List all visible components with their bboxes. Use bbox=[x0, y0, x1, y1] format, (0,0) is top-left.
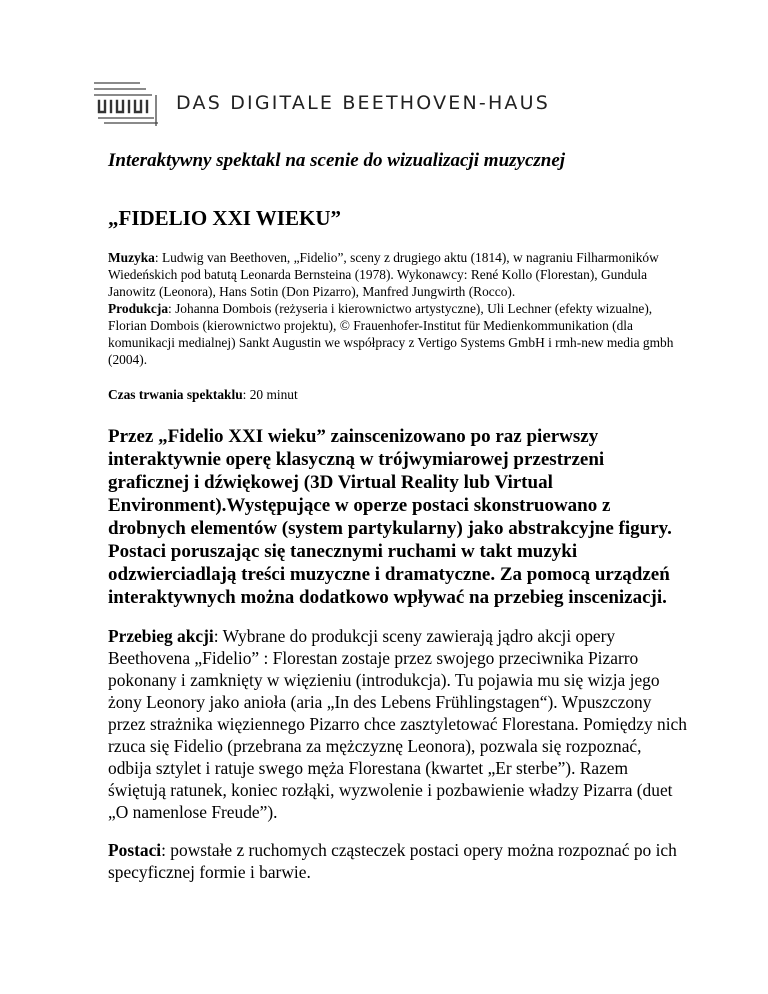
characters-paragraph bbox=[108, 839, 688, 883]
action-paragraph bbox=[108, 625, 688, 823]
music-label: Muzyka bbox=[108, 250, 155, 265]
music-text: : Ludwig van Beethoven, „Fidelio”, sceny z drugiego aktu (1814), w nagraniu Filharmoników Wiedeńskich pod batutą Leonarda Bernsteina (1978). Wykonawcy: René Kollo (Florestan), Gundula Janowitz (Leonora), Hans Sotin (Don Pizarro), Manfred Jungwirth (Rocco). bbox=[108, 250, 659, 299]
logo-wordmark: DAS DIGITALE BEETHOVEN-HAUS bbox=[176, 92, 550, 114]
duration-info bbox=[108, 386, 688, 403]
characters-text: : powstałe z ruchomych cząsteczek postaci opery można rozpoznać po ich specyficznej formie i barwie. bbox=[108, 840, 677, 882]
document-body bbox=[108, 150, 688, 883]
production-credits bbox=[108, 300, 688, 368]
production-label: Produkcja bbox=[108, 301, 169, 316]
action-text: : Wybrane do produkcji sceny zawierają jądro akcji opery Beethovena „Fidelio” : Florestan zostaje przez swojego przeciwnika Pizarro pokonany i zamknięty w więzieniu (introdukcja). Tu pojawia mu się wizja jego żony Leonory jako anioła (aria „In des Lebens Frühlingstagen“). Wpuszczony przez strażnika więziennego Pizarro chce zasztyletować Florestana. Pomiędzy nich rzuca się Fidelio (przebrana za mężczyznę Leonora), pozwala się rozpoznać, odbija sztylet i ratuje swego męża Florestana (kwartet „Er sterbe”). Razem świętują ratunek, koniec rozłąki, wyzwolenie i pozbawienie władzy Pizarra (duet „O namenlose Freude”). bbox=[108, 626, 687, 822]
duration-text: : 20 minut bbox=[242, 387, 298, 402]
beethoven-haus-logo-icon bbox=[94, 80, 162, 126]
document-title: „FIDELIO XXI WIEKU” bbox=[108, 206, 341, 230]
music-credits bbox=[108, 249, 688, 300]
beethoven-haus-logo bbox=[94, 80, 550, 128]
production-text: : Johanna Dombois (reżyseria i kierownictwo artystyczne), Uli Lechner (efekty wizualne), Florian Dombois (kierownictwo projektu), © Frauenhofer-Institut für Medienkommunikation (dla komunikacji medialnej) Sankt Augustin we współpracy z Vertigo Systems GmbH i rmh-new media gmbh (2004). bbox=[108, 301, 674, 367]
duration-label: Czas trwania spektaklu bbox=[108, 387, 243, 402]
lead-paragraph: Przez „Fidelio XXI wieku” zainscenizowano po raz pierwszy interaktywnie operę klasyczną w trójwymiarowej przestrzeni graficznej i dźwiękowej (3D Virtual Reality lub Virtual Environment).Występujące w operze postaci skonstruowano z drobnych elementów (system partykularny) jako abstrakcyjne figury. Postaci poruszając się tanecznymi ruchami w takt muzyki odzwierciadlają treści muzyczne i dramatyczne. Za pomocą urządzeń interaktywnych można dodatkowo wpływać na przebieg inscenizacji. bbox=[108, 426, 672, 608]
document-subtitle: Interaktywny spektakl na scenie do wizualizacji muzycznej bbox=[108, 150, 566, 171]
action-label: Przebieg akcji bbox=[108, 626, 214, 646]
characters-label: Postaci bbox=[108, 840, 162, 860]
